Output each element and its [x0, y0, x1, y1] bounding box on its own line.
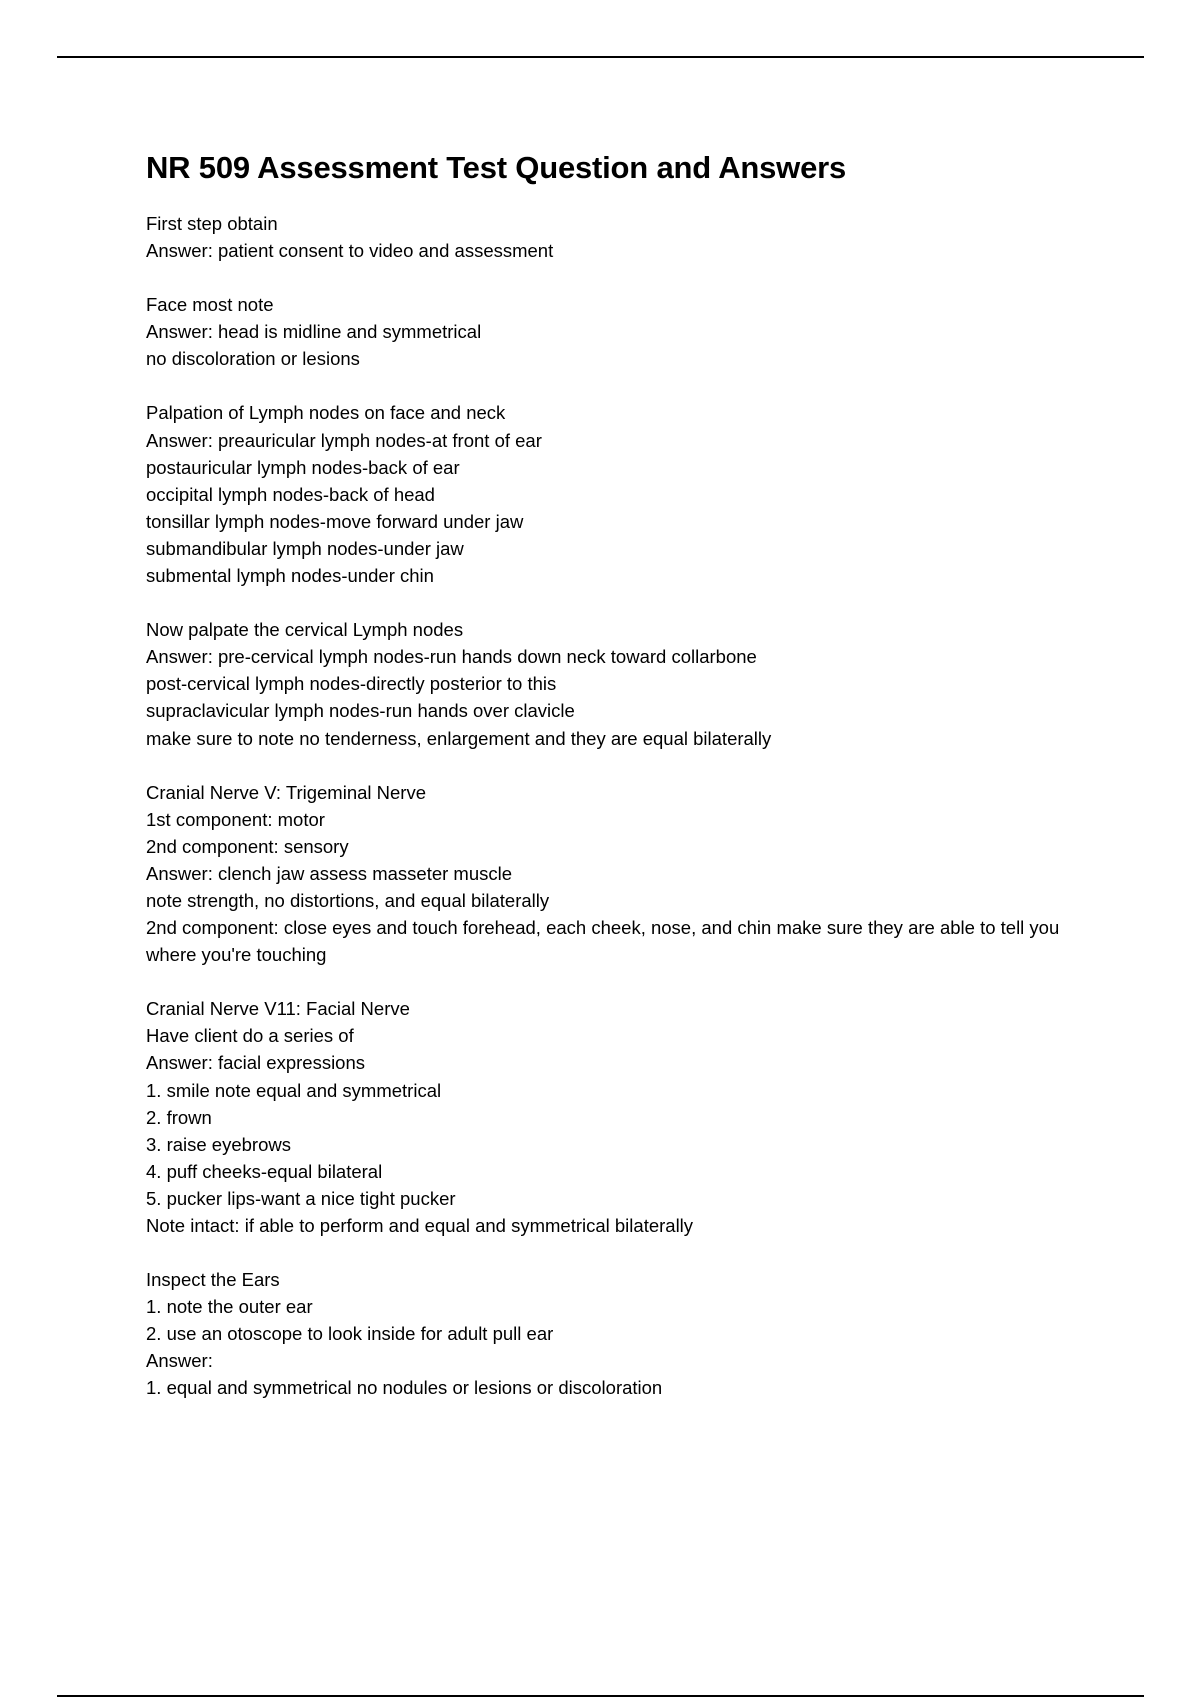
- answer-line: 1. equal and symmetrical no nodules or lesions or discoloration: [146, 1377, 663, 1399]
- question-line: Inspect the Ears: [146, 1269, 280, 1291]
- answer-line: postauricular lymph nodes-back of ear: [146, 456, 460, 478]
- qa-block: [146, 995, 1096, 1239]
- answer-line: 4. puff cheeks-equal bilateral: [146, 1160, 383, 1182]
- answer-line: make sure to note no tenderness, enlargement and they are equal bilaterally: [146, 727, 772, 749]
- answer-line: Answer:: [146, 1350, 213, 1372]
- answer-line: supraclavicular lymph nodes-run hands over clavicle: [146, 700, 575, 722]
- question-line: Palpation of Lymph nodes on face and neck: [146, 402, 506, 424]
- question-line: 2nd component: sensory: [146, 835, 349, 857]
- qa-block: [146, 779, 1096, 969]
- answer-line: no discoloration or lesions: [146, 348, 360, 370]
- answer-line: 5. pucker lips-want a nice tight pucker: [146, 1187, 456, 1209]
- question-line: First step obtain: [146, 213, 278, 234]
- question-line: Cranial Nerve V: Trigeminal Nerve: [146, 781, 426, 803]
- answer-line: Answer: pre-cervical lymph nodes-run hands down neck toward collarbone: [146, 646, 757, 668]
- answer-line: note strength, no distortions, and equal bilaterally: [146, 889, 550, 911]
- answer-line: 2. frown: [146, 1106, 212, 1128]
- document-title: NR 509 Assessment Test Question and Answers: [146, 150, 847, 185]
- qa-block: [146, 291, 1096, 372]
- answer-line: Answer: patient consent to video and assessment: [146, 240, 554, 262]
- answer-line: 2nd component: close eyes and touch forehead, each cheek, nose, and chin make sure they are able to tell you where you're touching: [146, 917, 1060, 966]
- bottom-rule: [57, 1695, 1144, 1697]
- qa-block: [146, 616, 1096, 751]
- question-line: 1st component: motor: [146, 808, 325, 830]
- qa-block: [146, 210, 1096, 264]
- answer-line: submandibular lymph nodes-under jaw: [146, 537, 464, 559]
- qa-block: [146, 399, 1096, 589]
- answer-line: tonsillar lymph nodes-move forward under jaw: [146, 510, 524, 532]
- question-line: Now palpate the cervical Lymph nodes: [146, 619, 464, 641]
- answer-line: occipital lymph nodes-back of head: [146, 483, 435, 505]
- answer-line: 1. smile note equal and symmetrical: [146, 1079, 442, 1101]
- answer-line: Answer: head is midline and symmetrical: [146, 321, 482, 343]
- answer-line: Answer: clench jaw assess masseter muscle: [146, 862, 513, 884]
- answer-line: post-cervical lymph nodes-directly posterior to this: [146, 673, 557, 695]
- answer-line: Answer: facial expressions: [146, 1052, 366, 1074]
- document-content: [146, 146, 1096, 1429]
- answer-line: submental lymph nodes-under chin: [146, 565, 434, 587]
- question-line: 1. note the outer ear: [146, 1296, 313, 1318]
- question-line: Cranial Nerve V11: Facial Nerve: [146, 998, 410, 1020]
- question-line: Have client do a series of: [146, 1025, 354, 1047]
- qa-block: [146, 1266, 1096, 1401]
- answer-line: 3. raise eyebrows: [146, 1133, 291, 1155]
- question-line: 2. use an otoscope to look inside for adult pull ear: [146, 1323, 554, 1345]
- question-line: Face most note: [146, 294, 274, 316]
- answer-line: Note intact: if able to perform and equal and symmetrical bilaterally: [146, 1215, 694, 1236]
- answer-line: Answer: preauricular lymph nodes-at front of ear: [146, 429, 542, 451]
- top-rule: [57, 56, 1144, 58]
